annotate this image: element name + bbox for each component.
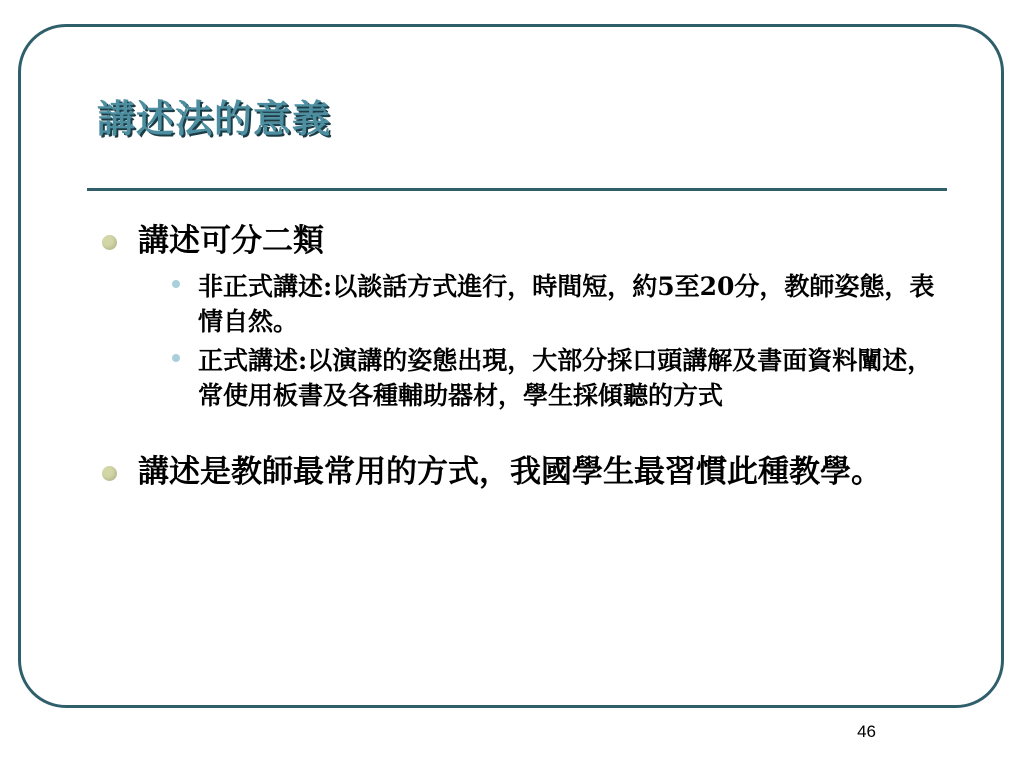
bullet-item <box>102 449 938 496</box>
sub-bullet-text: 正式講述:以演講的姿態出現，大部分採口頭講解及書面資料闡述，常使用板書及各種輔助器材，學生採傾聽的方式 <box>198 346 933 410</box>
sub-bullet-item <box>162 269 938 339</box>
sub-bullet-item <box>162 343 938 413</box>
slide-content <box>102 218 942 496</box>
bullet-item <box>102 218 942 265</box>
bullet-text: 講述可分二類 <box>138 223 324 259</box>
sub-bullet-text: 非正式講述:以談話方式進行，時間短，約5至20分，教師姿態，表情自然。 <box>198 272 935 336</box>
blue-dot-bullet-icon <box>172 354 180 362</box>
blue-dot-bullet-icon <box>172 280 180 288</box>
olive-dot-bullet-icon <box>102 466 117 481</box>
page-number: 46 <box>857 722 876 741</box>
olive-dot-bullet-icon <box>102 235 117 250</box>
slide-title: 講述法的意義 <box>97 96 332 141</box>
bullet-text: 講述是教師最常用的方式，我國學生最習慣此種教學。 <box>138 454 882 490</box>
title-divider <box>87 188 947 191</box>
